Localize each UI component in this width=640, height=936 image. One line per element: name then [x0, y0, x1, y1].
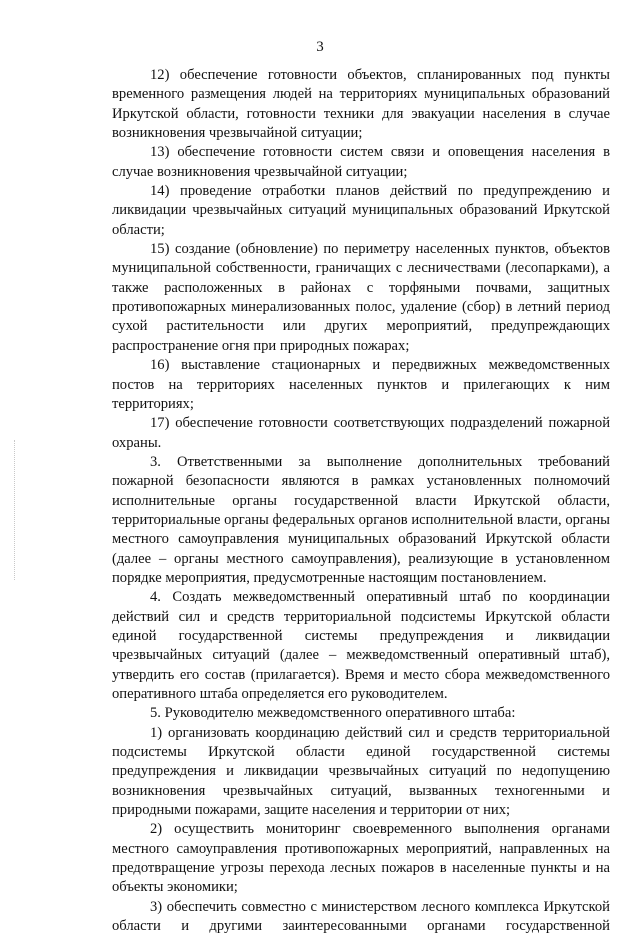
- paragraph-item-17: 17) обеспечение готовности соответствующих подразделений пожарной охраны.: [112, 415, 610, 451]
- paragraph-item-15: 15) создание (обновление) по периметру населенных пунктов, объектов муниципальной собственности, граничащих с лесничествами (лесопарками), а также расположенных в районах с торфяными почвами, защитных противопожарных минерализованных полос, удаление (сбор) в летний период сухой растительности или других мероприятий, предупреждающих распространение огня при природных пожарах;: [112, 241, 610, 354]
- paragraph-item-12: 12) обеспечение готовности объектов, спланированных под пункты временного размещения людей на территориях муниципальных образований Иркутской области, готовности техники для эвакуации населения в случае возникновения чрезвычайной ситуации;: [112, 67, 610, 142]
- paragraph-subitem-3: 3) обеспечить совместно с министерством лесного комплекса Иркутской области и другими заинтересованными органами государственной: [112, 898, 610, 935]
- paragraph-item-14: 14) проведение отработки планов действий по предупреждению и ликвидации чрезвычайных ситуаций муниципальных образований Иркутской области;: [112, 183, 610, 238]
- document-body: [112, 66, 610, 936]
- paragraph-section-5: 5. Руководителю межведомственного оперативного штаба:: [150, 705, 516, 722]
- margin-marks: [14, 440, 17, 580]
- paragraph-section-4: 4. Создать межведомственный оперативный штаб по координации действий сил и средств территориальной подсистемы Иркутской области единой государственной системы предупреждения и ликвидации чрезвычайных ситуаций (далее – межведомственный оперативный штаб), утвердить его состав (прилагается). Время и место сбора межведомственного оперативного штаба определяется его руководителем.: [112, 589, 610, 702]
- paragraph-subitem-1: 1) организовать координацию действий сил и средств территориальной подсистемы Иркутской области единой государственной системы предупреждения и ликвидации чрезвычайных ситуаций по недопущению возникновения чрезвычайных ситуаций, вызванных техногенными и природными пожарами, защите населения и территории от них;: [112, 724, 610, 819]
- page-number: 3: [316, 39, 324, 55]
- paragraph-item-13: 13) обеспечение готовности систем связи и оповещения населения в случае возникновения чрезвычайной ситуации;: [112, 144, 610, 180]
- paragraph-item-16: 16) выставление стационарных и передвижных межведомственных постов на территориях населенных пунктов и прилегающих к ним территориях;: [112, 357, 610, 412]
- paragraph-section-3: 3. Ответственными за выполнение дополнительных требований пожарной безопасности являются в рамках установленных полномочий исполнительные органы государственной власти Иркутской области, территориальные органы федеральных органов исполнительной власти, органы местного самоуправления муниципальных образований Иркутской области (далее – органы местного самоуправления), реализующие в установленном порядке мероприятия, предусмотренные настоящим постановлением.: [112, 453, 610, 586]
- paragraph-subitem-2: 2) осуществить мониторинг своевременного выполнения органами местного самоуправления противопожарных мероприятий, направленных на предотвращение угрозы перехода лесных пожаров в населенные пункты и на объекты экономики;: [112, 821, 610, 896]
